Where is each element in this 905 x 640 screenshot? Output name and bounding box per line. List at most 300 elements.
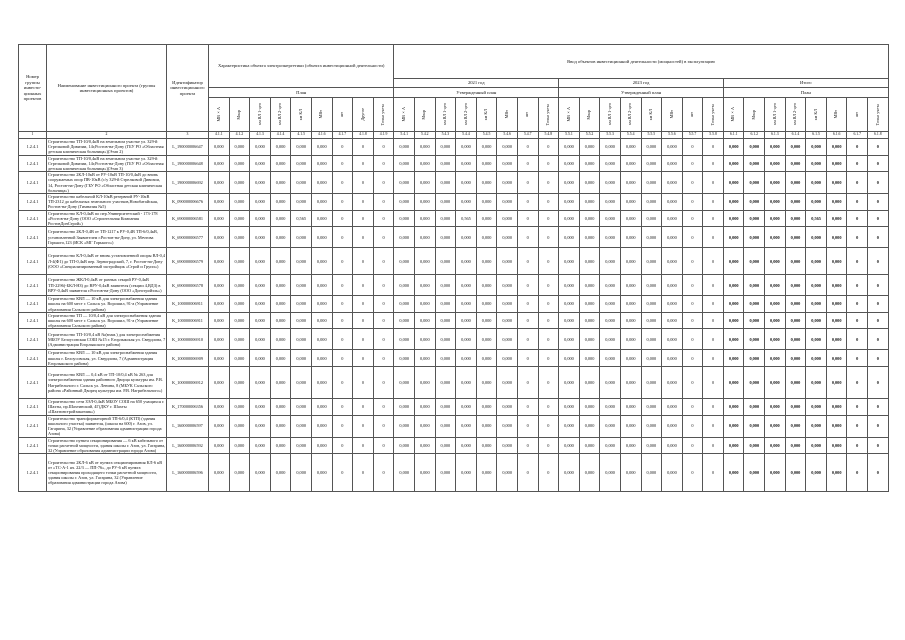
row-value: 0 [538, 454, 559, 492]
table-row [19, 296, 889, 313]
row-value: 0,000 [620, 194, 641, 211]
row-value: 0 [332, 172, 353, 194]
row-value: 0,000 [765, 248, 786, 275]
row-value: 0 [353, 367, 374, 399]
row-value: 0,000 [270, 454, 291, 492]
row-value: 0,000 [806, 296, 827, 313]
row-value: 0,000 [250, 454, 271, 492]
unit-header [497, 98, 518, 132]
row-value: 0 [538, 415, 559, 437]
row-value: 0,000 [579, 275, 600, 296]
column-number: 6.1.4 [785, 132, 806, 139]
row-value: 0,000 [311, 155, 332, 172]
row-value: 0,000 [270, 350, 291, 367]
row-value: 0,000 [579, 399, 600, 416]
row-project-name: Строительство КЛ-0,4кВ от вновь установленной опоры ВЛ-0,4 Л-4(Ф1) до ТП-0,4кВ пер. Зерноградский, 7, г. Ростов-на-Дону (ООО «Специализированный застройщик «Строй и Групп») [47, 248, 167, 275]
row-value: 0,000 [311, 367, 332, 399]
row-value: 0,000 [826, 227, 847, 248]
row-project-code: L_190000006648 [167, 155, 209, 172]
column-label: км КЛ [812, 108, 818, 121]
row-value: 0 [353, 210, 374, 227]
row-project-code: L_160000006597 [167, 415, 209, 437]
row-project-code: K_090000006676 [167, 194, 209, 211]
row-value: 0,000 [579, 437, 600, 454]
row-value: 0,000 [229, 227, 250, 248]
row-value: 0,000 [600, 172, 621, 194]
group-total: Итого [723, 79, 888, 88]
row-value: 0,000 [559, 312, 580, 329]
row-value: 0,000 [723, 155, 744, 172]
row-value: 0,000 [826, 194, 847, 211]
row-value: 0 [517, 296, 538, 313]
row-group-id: 1.2.4.1 [19, 194, 47, 211]
row-value: 0,000 [414, 248, 435, 275]
row-project-code: K_100000006909 [167, 350, 209, 367]
row-value: 0,000 [723, 350, 744, 367]
row-value: 0,000 [209, 350, 230, 367]
row-value: 0,000 [311, 399, 332, 416]
row-value: 0,000 [435, 350, 456, 367]
row-value: 0,000 [209, 248, 230, 275]
row-value: 0 [868, 155, 889, 172]
row-value: 0 [847, 172, 868, 194]
row-value: 0 [332, 415, 353, 437]
row-value: 0 [353, 329, 374, 350]
row-value: 0,000 [394, 329, 415, 350]
row-value: 0,000 [765, 329, 786, 350]
unit-header [435, 98, 456, 132]
row-value: 0 [703, 367, 724, 399]
column-number: 5.5.6 [662, 132, 683, 139]
row-value: 0,000 [209, 210, 230, 227]
row-value: 0,000 [209, 296, 230, 313]
column-number: 5.5.2 [579, 132, 600, 139]
row-value: 0,000 [435, 172, 456, 194]
column-label: МВт [833, 110, 839, 119]
row-value: 0 [682, 329, 703, 350]
row-value: 0,000 [765, 227, 786, 248]
unit-header [538, 98, 559, 132]
row-value: 0,000 [662, 367, 683, 399]
row-value: 0 [868, 415, 889, 437]
row-value: 0,000 [456, 415, 477, 437]
row-value: 0,000 [806, 155, 827, 172]
row-value: 0 [373, 210, 394, 227]
column-label: км ВЛ 1-цеп [442, 103, 448, 126]
row-value: 0,000 [209, 155, 230, 172]
row-value: 0,000 [579, 248, 600, 275]
table-row [19, 415, 889, 437]
row-value: 0 [847, 350, 868, 367]
row-value: 0,000 [250, 155, 271, 172]
row-value: 0,000 [641, 275, 662, 296]
table-row [19, 399, 889, 416]
row-value: 0,000 [641, 437, 662, 454]
row-value: 0,000 [600, 454, 621, 492]
column-label: шт [853, 111, 859, 118]
row-value: 0 [868, 210, 889, 227]
row-value: 0,000 [435, 275, 456, 296]
row-project-code: K_100000006911 [167, 312, 209, 329]
column-number: 4.1.6 [311, 132, 332, 139]
row-value: 0,000 [311, 350, 332, 367]
row-value: 0,000 [209, 415, 230, 437]
row-value: 0,000 [600, 367, 621, 399]
row-value: 0,000 [435, 437, 456, 454]
row-value: 0 [517, 194, 538, 211]
row-value: 0 [703, 172, 724, 194]
row-value: 0,000 [806, 437, 827, 454]
row-value: 0 [682, 155, 703, 172]
row-value: 0 [868, 312, 889, 329]
row-value: 0,000 [765, 139, 786, 156]
column-label: Точки учета [709, 103, 715, 126]
column-label: км ВЛ 2-цеп [792, 103, 798, 126]
row-value: 0,000 [497, 367, 518, 399]
row-value: 0,000 [497, 194, 518, 211]
row-value: 0 [538, 350, 559, 367]
row-value: 0 [703, 312, 724, 329]
column-number: 5.4.8 [538, 132, 559, 139]
row-value: 0 [847, 296, 868, 313]
row-value: 0,565 [806, 210, 827, 227]
row-value: 0,000 [209, 367, 230, 399]
row-value: 0,000 [579, 350, 600, 367]
row-value: 0,000 [744, 296, 765, 313]
row-value: 0,000 [394, 275, 415, 296]
row-value: 0 [703, 329, 724, 350]
subgroup-plan-total: План [723, 88, 888, 98]
row-value: 0 [353, 172, 374, 194]
column-number: 4.1.3 [250, 132, 271, 139]
row-value: 0 [703, 248, 724, 275]
row-value: 0,000 [744, 194, 765, 211]
row-value: 0,000 [435, 399, 456, 416]
row-value: 0,000 [250, 350, 271, 367]
row-value: 0 [373, 227, 394, 248]
row-value: 0 [868, 367, 889, 399]
group-year-2021: 2021 год [394, 79, 559, 88]
row-project-name: Строительство ТП-10/0,4кВ на земельном участке ул. 329-й Стрелковой Дивизии, 14г,Ростов-на-Дону (ГБУ РО «Областная детская клиническая больница»)(Этап 2) [47, 139, 167, 156]
row-value: 0 [847, 367, 868, 399]
row-value: 0,000 [456, 312, 477, 329]
row-value: 0,000 [497, 227, 518, 248]
row-value: 0,000 [229, 367, 250, 399]
row-value: 0,000 [662, 350, 683, 367]
row-value: 0,000 [785, 454, 806, 492]
column-number: 4.1.9 [373, 132, 394, 139]
row-value: 0 [538, 139, 559, 156]
row-value: 0,000 [497, 454, 518, 492]
row-value: 0,000 [414, 296, 435, 313]
row-value: 0,000 [765, 210, 786, 227]
row-value: 0 [332, 399, 353, 416]
column-number: 5.4.3 [435, 132, 456, 139]
row-value: 0 [332, 155, 353, 172]
row-project-code: K_690000006579 [167, 248, 209, 275]
column-number: 4.1.4 [270, 132, 291, 139]
row-value: 0,000 [806, 194, 827, 211]
unit-header [559, 98, 580, 132]
row-value: 0,000 [250, 312, 271, 329]
row-value: 0,000 [270, 139, 291, 156]
row-value: 0 [332, 296, 353, 313]
row-value: 0 [847, 194, 868, 211]
row-value: 0 [682, 210, 703, 227]
row-value: 0 [847, 275, 868, 296]
row-project-name: Строительство пункта секционирования — 6 кВ кабельного от точки расчетной мощности, здания школы г. Азов, ул. Гагарина, 32 (Управление образования администрации города Азова) [48, 437, 166, 453]
row-value: 0,000 [229, 296, 250, 313]
unit-header [394, 98, 415, 132]
row-value: 0,000 [456, 139, 477, 156]
row-value: 0,000 [497, 312, 518, 329]
row-value: 0,000 [559, 155, 580, 172]
row-value: 0,000 [476, 275, 497, 296]
row-group-id: 1.2.4.1 [19, 210, 47, 227]
row-value: 0,000 [291, 399, 312, 416]
row-value: 0,000 [579, 194, 600, 211]
row-value: 0,000 [723, 172, 744, 194]
column-label: км ВЛ 1-цеп [771, 103, 777, 126]
column-label: км ВЛ 2-цеп [627, 103, 633, 126]
row-value: 0 [682, 437, 703, 454]
row-project-code: K_100000006911 [167, 296, 209, 313]
row-value: 0 [517, 227, 538, 248]
row-value: 0 [703, 194, 724, 211]
row-value: 0 [682, 139, 703, 156]
column-number: 3 [167, 132, 209, 139]
row-value: 0 [703, 139, 724, 156]
row-value: 0,000 [579, 172, 600, 194]
row-value: 0,000 [250, 194, 271, 211]
row-value: 0,000 [394, 172, 415, 194]
row-value: 0 [703, 227, 724, 248]
row-value: 0 [538, 275, 559, 296]
row-value: 0,000 [806, 350, 827, 367]
row-value: 0,000 [414, 139, 435, 156]
row-value: 0 [332, 275, 353, 296]
row-value: 0,000 [394, 227, 415, 248]
row-value: 0,000 [476, 296, 497, 313]
row-value: 0,000 [744, 210, 765, 227]
row-value: 0 [517, 248, 538, 275]
row-value: 0,000 [209, 139, 230, 156]
row-value: 0,000 [579, 155, 600, 172]
row-value: 0,000 [476, 454, 497, 492]
row-value: 0,000 [270, 415, 291, 437]
row-project-code: L_190000006692 [167, 172, 209, 194]
row-value: 0,000 [456, 248, 477, 275]
row-value: 0,000 [311, 415, 332, 437]
row-value: 0,000 [579, 415, 600, 437]
row-value: 0,000 [765, 437, 786, 454]
row-group-id: 1.2.4.1 [19, 454, 47, 492]
row-value: 0,000 [744, 155, 765, 172]
row-value: 0,000 [579, 329, 600, 350]
row-value: 0,000 [456, 329, 477, 350]
row-value: 0,000 [620, 248, 641, 275]
row-value: 0 [373, 172, 394, 194]
row-value: 0,000 [662, 399, 683, 416]
row-value: 0,000 [435, 155, 456, 172]
row-value: 0 [373, 296, 394, 313]
row-value: 0,000 [600, 139, 621, 156]
row-value: 0,000 [723, 139, 744, 156]
row-value: 0,000 [250, 248, 271, 275]
row-value: 0 [353, 194, 374, 211]
row-value: 0,000 [806, 275, 827, 296]
row-value: 0 [538, 248, 559, 275]
table-row [19, 454, 889, 492]
row-value: 0,000 [311, 275, 332, 296]
row-value: 0,000 [414, 194, 435, 211]
row-value: 0,000 [250, 329, 271, 350]
col-project-code: Идентификатор инвестиционного проекта [167, 45, 209, 132]
row-value: 0 [703, 454, 724, 492]
row-value: 0,000 [456, 227, 477, 248]
row-value: 0 [353, 248, 374, 275]
row-value: 0,000 [662, 275, 683, 296]
row-value: 0 [703, 415, 724, 437]
row-value: 0,000 [414, 312, 435, 329]
row-value: 0,000 [826, 296, 847, 313]
column-label: км КЛ [297, 108, 303, 121]
row-value: 0 [517, 275, 538, 296]
row-value: 0,000 [270, 367, 291, 399]
row-value: 0,000 [476, 399, 497, 416]
unit-header [847, 98, 868, 132]
row-value: 0 [353, 139, 374, 156]
unit-header [723, 98, 744, 132]
row-group-id: 1.2.4.1 [19, 296, 47, 313]
row-value: 0,000 [394, 437, 415, 454]
row-value: 0,000 [497, 248, 518, 275]
row-value: 0,000 [826, 367, 847, 399]
row-value: 0 [538, 194, 559, 211]
row-value: 0,000 [641, 172, 662, 194]
investment-program-sheet [18, 44, 888, 492]
column-label: Мвар [586, 109, 592, 120]
row-value: 0 [847, 437, 868, 454]
row-value: 0,000 [311, 227, 332, 248]
row-value: 0,000 [744, 454, 765, 492]
row-value: 0,000 [662, 172, 683, 194]
row-value: 0 [538, 399, 559, 416]
row-value: 0,000 [435, 227, 456, 248]
row-value: 0 [868, 437, 889, 454]
row-value: 0,000 [456, 172, 477, 194]
row-value: 0,000 [806, 399, 827, 416]
row-value: 0 [682, 399, 703, 416]
group-commissioning: Ввод объектов инвестиционной деятельности (мощностей) в эксплуатацию [394, 45, 888, 79]
row-value: 0,000 [600, 194, 621, 211]
row-group-id: 1.2.4.1 [19, 415, 47, 437]
row-value: 0,000 [723, 275, 744, 296]
row-value: 0,000 [723, 312, 744, 329]
table-row [19, 367, 889, 399]
row-value: 0,000 [291, 296, 312, 313]
row-project-name: Строительство 2КЛ-0,4В от ТП-1217 к РУ-0,4В ТП-6/0,4кВ, установленной Заявителем г.Ростов-на-Дону, ул. Мечтова Горького,123 (ИСК «МГ Горького») [47, 227, 167, 248]
column-label: Мвар [750, 109, 756, 120]
row-value: 0,000 [250, 227, 271, 248]
row-value: 0,000 [600, 415, 621, 437]
row-value: 0 [332, 248, 353, 275]
column-number: 5.4.5 [476, 132, 497, 139]
row-value: 0,000 [785, 155, 806, 172]
row-value: 0,000 [806, 329, 827, 350]
unit-header [641, 98, 662, 132]
row-value: 0 [517, 139, 538, 156]
row-value: 0,000 [559, 454, 580, 492]
table-body [19, 139, 889, 492]
row-value: 0,000 [826, 210, 847, 227]
row-value: 0,000 [559, 437, 580, 454]
row-value: 0,000 [456, 275, 477, 296]
row-value: 0,000 [806, 367, 827, 399]
row-value: 0 [847, 312, 868, 329]
row-value: 0,000 [456, 296, 477, 313]
row-value: 0,000 [291, 367, 312, 399]
row-value: 0 [868, 329, 889, 350]
row-group-id: 1.2.4.1 [19, 248, 47, 275]
row-value: 0,000 [826, 172, 847, 194]
row-value: 0 [373, 194, 394, 211]
row-value: 0,000 [765, 399, 786, 416]
row-value: 0,000 [476, 437, 497, 454]
row-value: 0,000 [765, 454, 786, 492]
row-value: 0 [682, 172, 703, 194]
row-value: 0,000 [414, 399, 435, 416]
row-group-id: 1.2.4.1 [19, 139, 47, 156]
row-value: 0 [538, 296, 559, 313]
row-group-id: 1.2.4.1 [19, 437, 47, 454]
col-project-name: Наименование инвестиционного проекта (группы инвестиционных проектов) [47, 45, 167, 132]
row-value: 0,000 [476, 227, 497, 248]
row-value: 0 [373, 312, 394, 329]
column-number: 5.5.4 [620, 132, 641, 139]
row-value: 0 [332, 139, 353, 156]
row-value: 0 [373, 155, 394, 172]
row-value: 0,000 [826, 275, 847, 296]
row-value: 0,000 [620, 415, 641, 437]
row-value: 0,000 [394, 312, 415, 329]
row-value: 0 [353, 275, 374, 296]
subgroup-plan: План [209, 88, 394, 98]
column-number: 4.1.2 [229, 132, 250, 139]
row-value: 0,000 [414, 210, 435, 227]
row-value: 0,000 [765, 415, 786, 437]
row-value: 0,000 [209, 194, 230, 211]
row-value: 0 [682, 227, 703, 248]
row-value: 0,000 [456, 367, 477, 399]
unit-header [476, 98, 497, 132]
row-value: 0,000 [291, 437, 312, 454]
row-value: 0,000 [229, 350, 250, 367]
row-value: 0,000 [270, 210, 291, 227]
row-value: 0 [517, 454, 538, 492]
table-header [19, 45, 889, 139]
row-value: 0,000 [600, 437, 621, 454]
row-group-id: 1.2.4.1 [19, 227, 47, 248]
unit-header [806, 98, 827, 132]
row-value: 0 [517, 329, 538, 350]
row-value: 0 [373, 275, 394, 296]
row-value: 0 [517, 367, 538, 399]
row-value: 0,000 [435, 329, 456, 350]
row-value: 0,000 [229, 312, 250, 329]
row-value: 0,000 [600, 227, 621, 248]
column-label: Точки учета [545, 103, 551, 126]
